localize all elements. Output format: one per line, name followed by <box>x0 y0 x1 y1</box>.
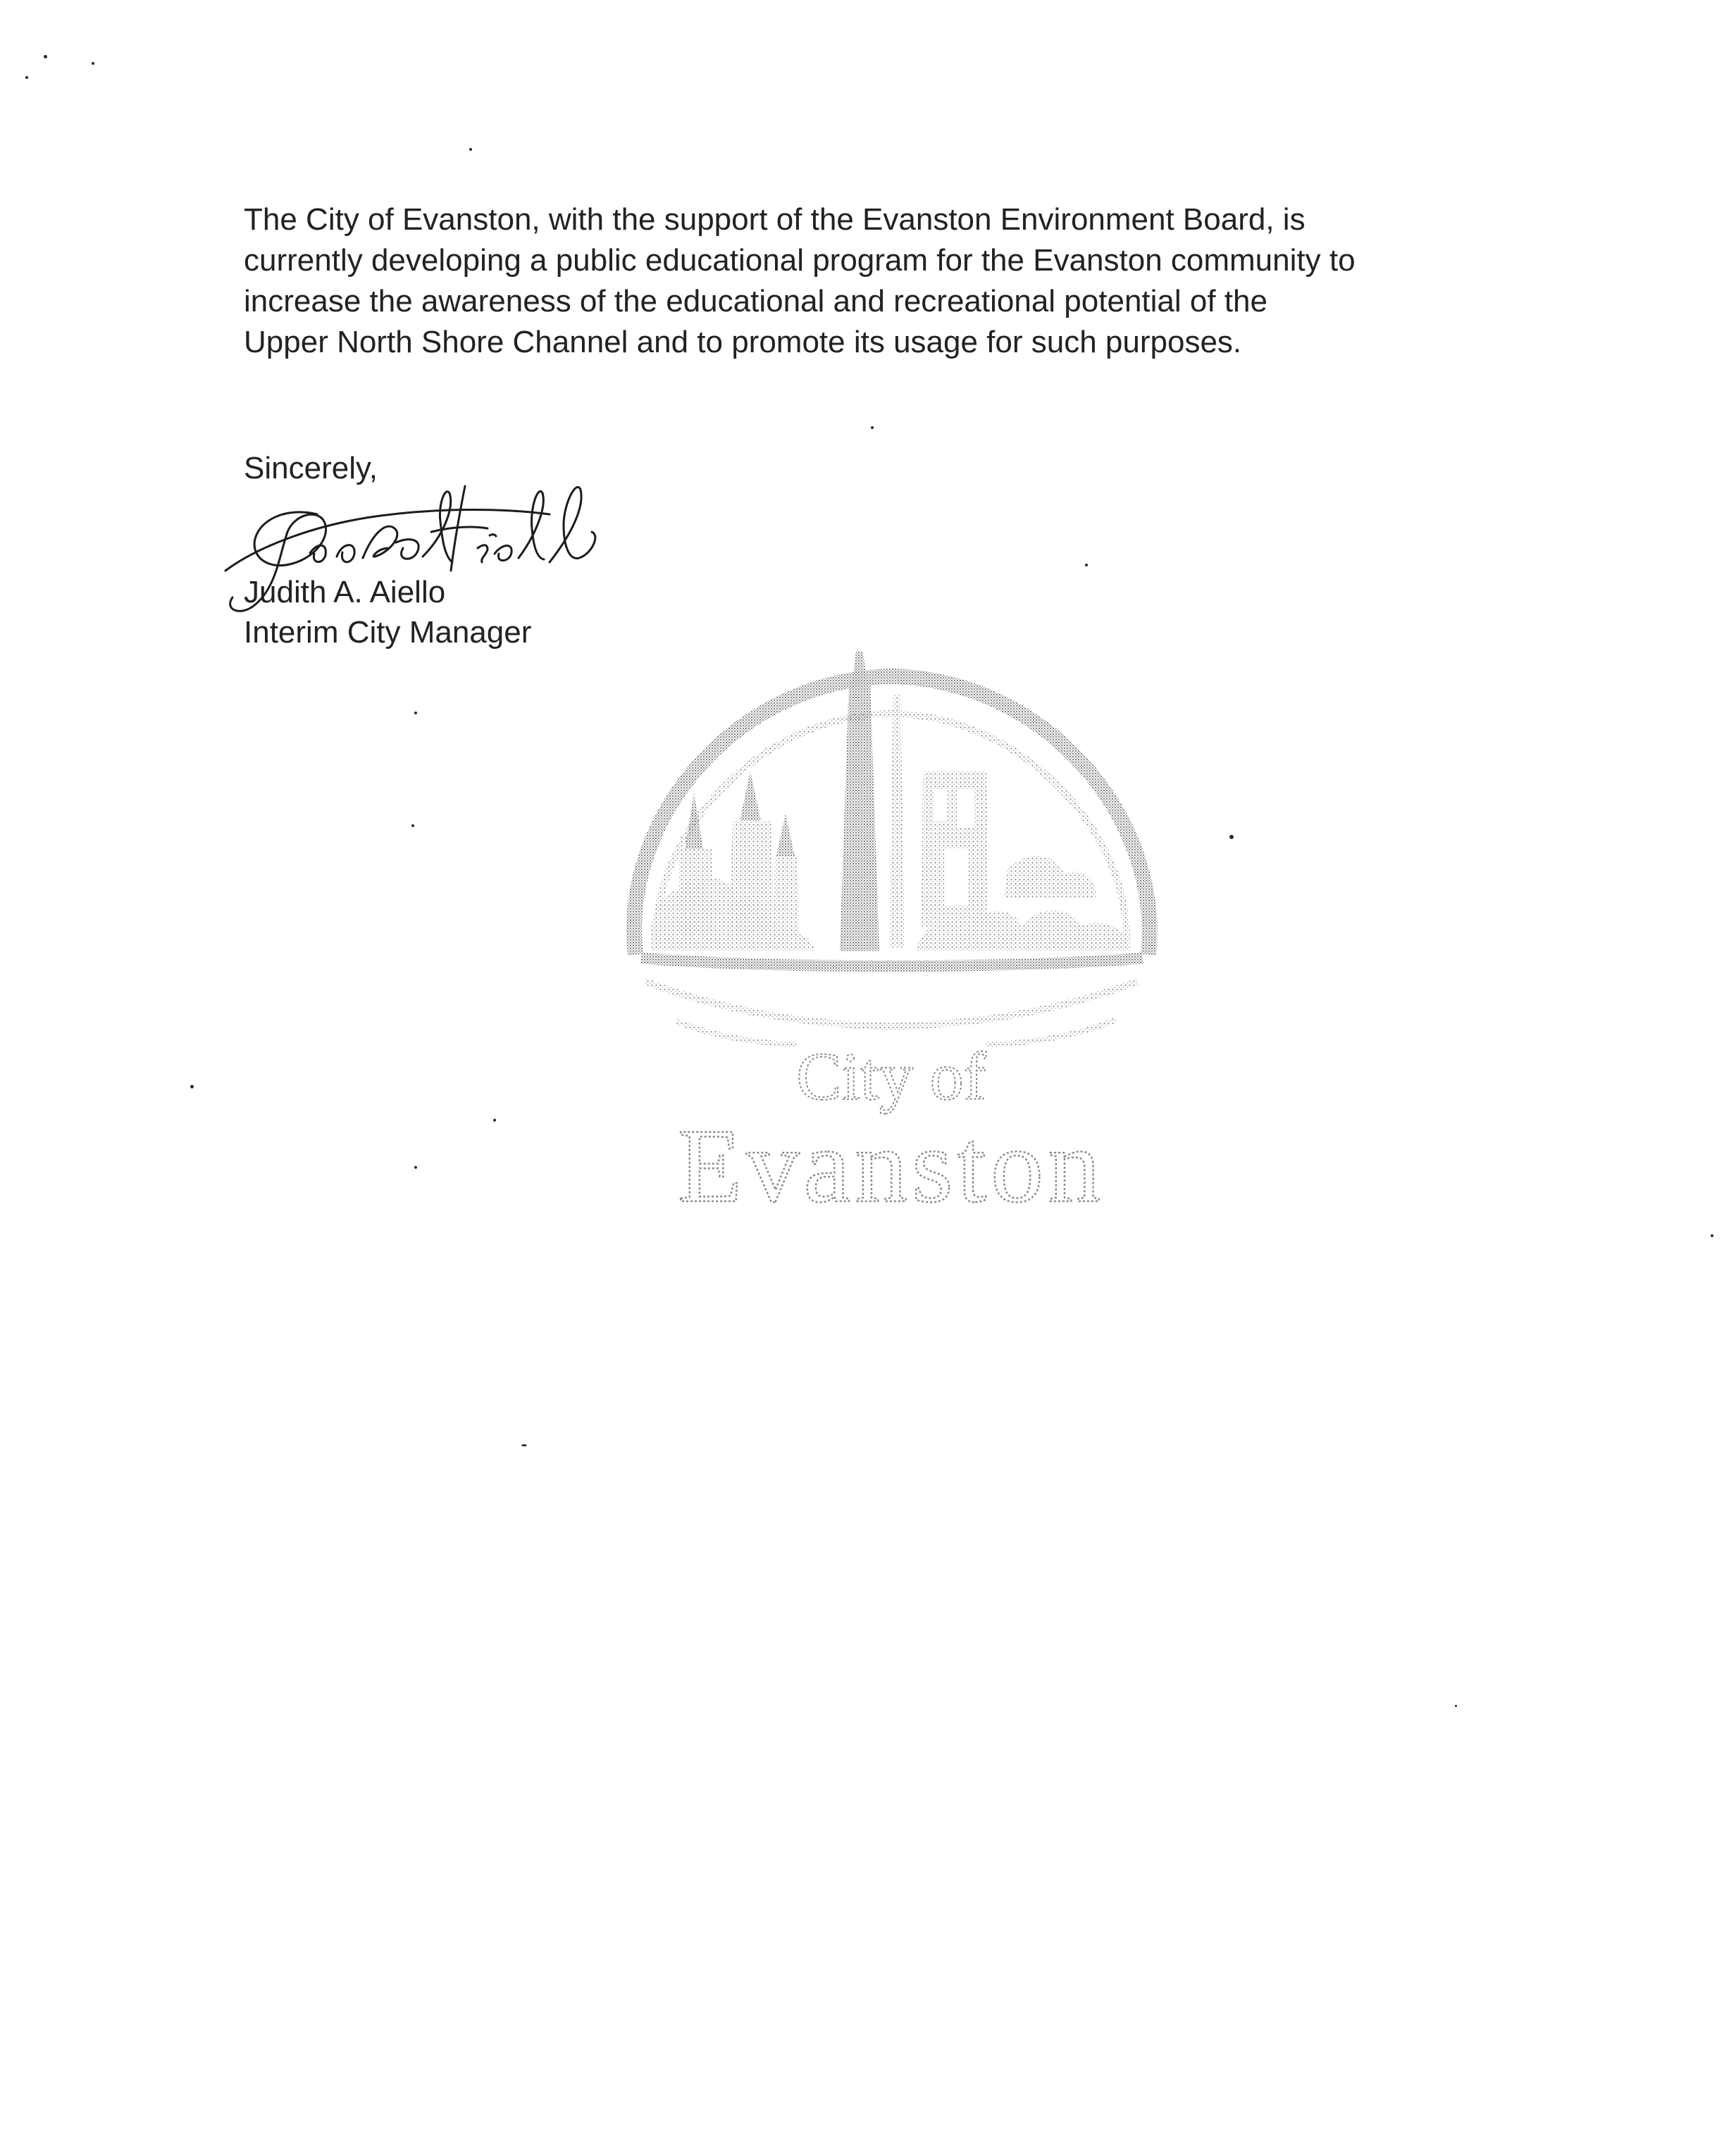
signer-title: Interim City Manager <box>244 615 532 650</box>
scan-speck <box>521 1444 527 1446</box>
letter-body-paragraph <box>244 199 1568 363</box>
body-line: currently developing a public educational program for the Evanston community to <box>244 243 1356 278</box>
seal-line-2: Evanston <box>677 1107 1105 1224</box>
letter-closing: Sincerely, <box>244 451 378 485</box>
scan-speck <box>1711 1234 1713 1237</box>
scan-speck <box>469 148 472 151</box>
scan-speck <box>414 712 417 714</box>
scan-speck <box>25 76 28 79</box>
scan-speck <box>493 1119 496 1122</box>
scan-speck <box>414 1166 417 1169</box>
scan-speck <box>190 1085 194 1088</box>
city-seal-logo <box>613 638 1170 1229</box>
signer-name: Judith A. Aiello <box>244 575 446 609</box>
body-line: increase the awareness of the educational and recreational potential of the <box>244 284 1267 318</box>
scan-speck <box>1455 1705 1457 1707</box>
scan-speck <box>92 62 94 65</box>
seal-line-1: City of <box>796 1038 986 1114</box>
scan-speck <box>1229 835 1234 839</box>
scan-speck <box>44 55 47 58</box>
scan-speck <box>411 824 414 827</box>
body-line: The City of Evanston, with the support of the Evanston Environment Board, is <box>244 202 1306 237</box>
body-line: Upper North Shore Channel and to promote its usage for such purposes. <box>244 325 1242 359</box>
scan-speck <box>1085 564 1088 566</box>
scan-speck <box>871 426 874 429</box>
